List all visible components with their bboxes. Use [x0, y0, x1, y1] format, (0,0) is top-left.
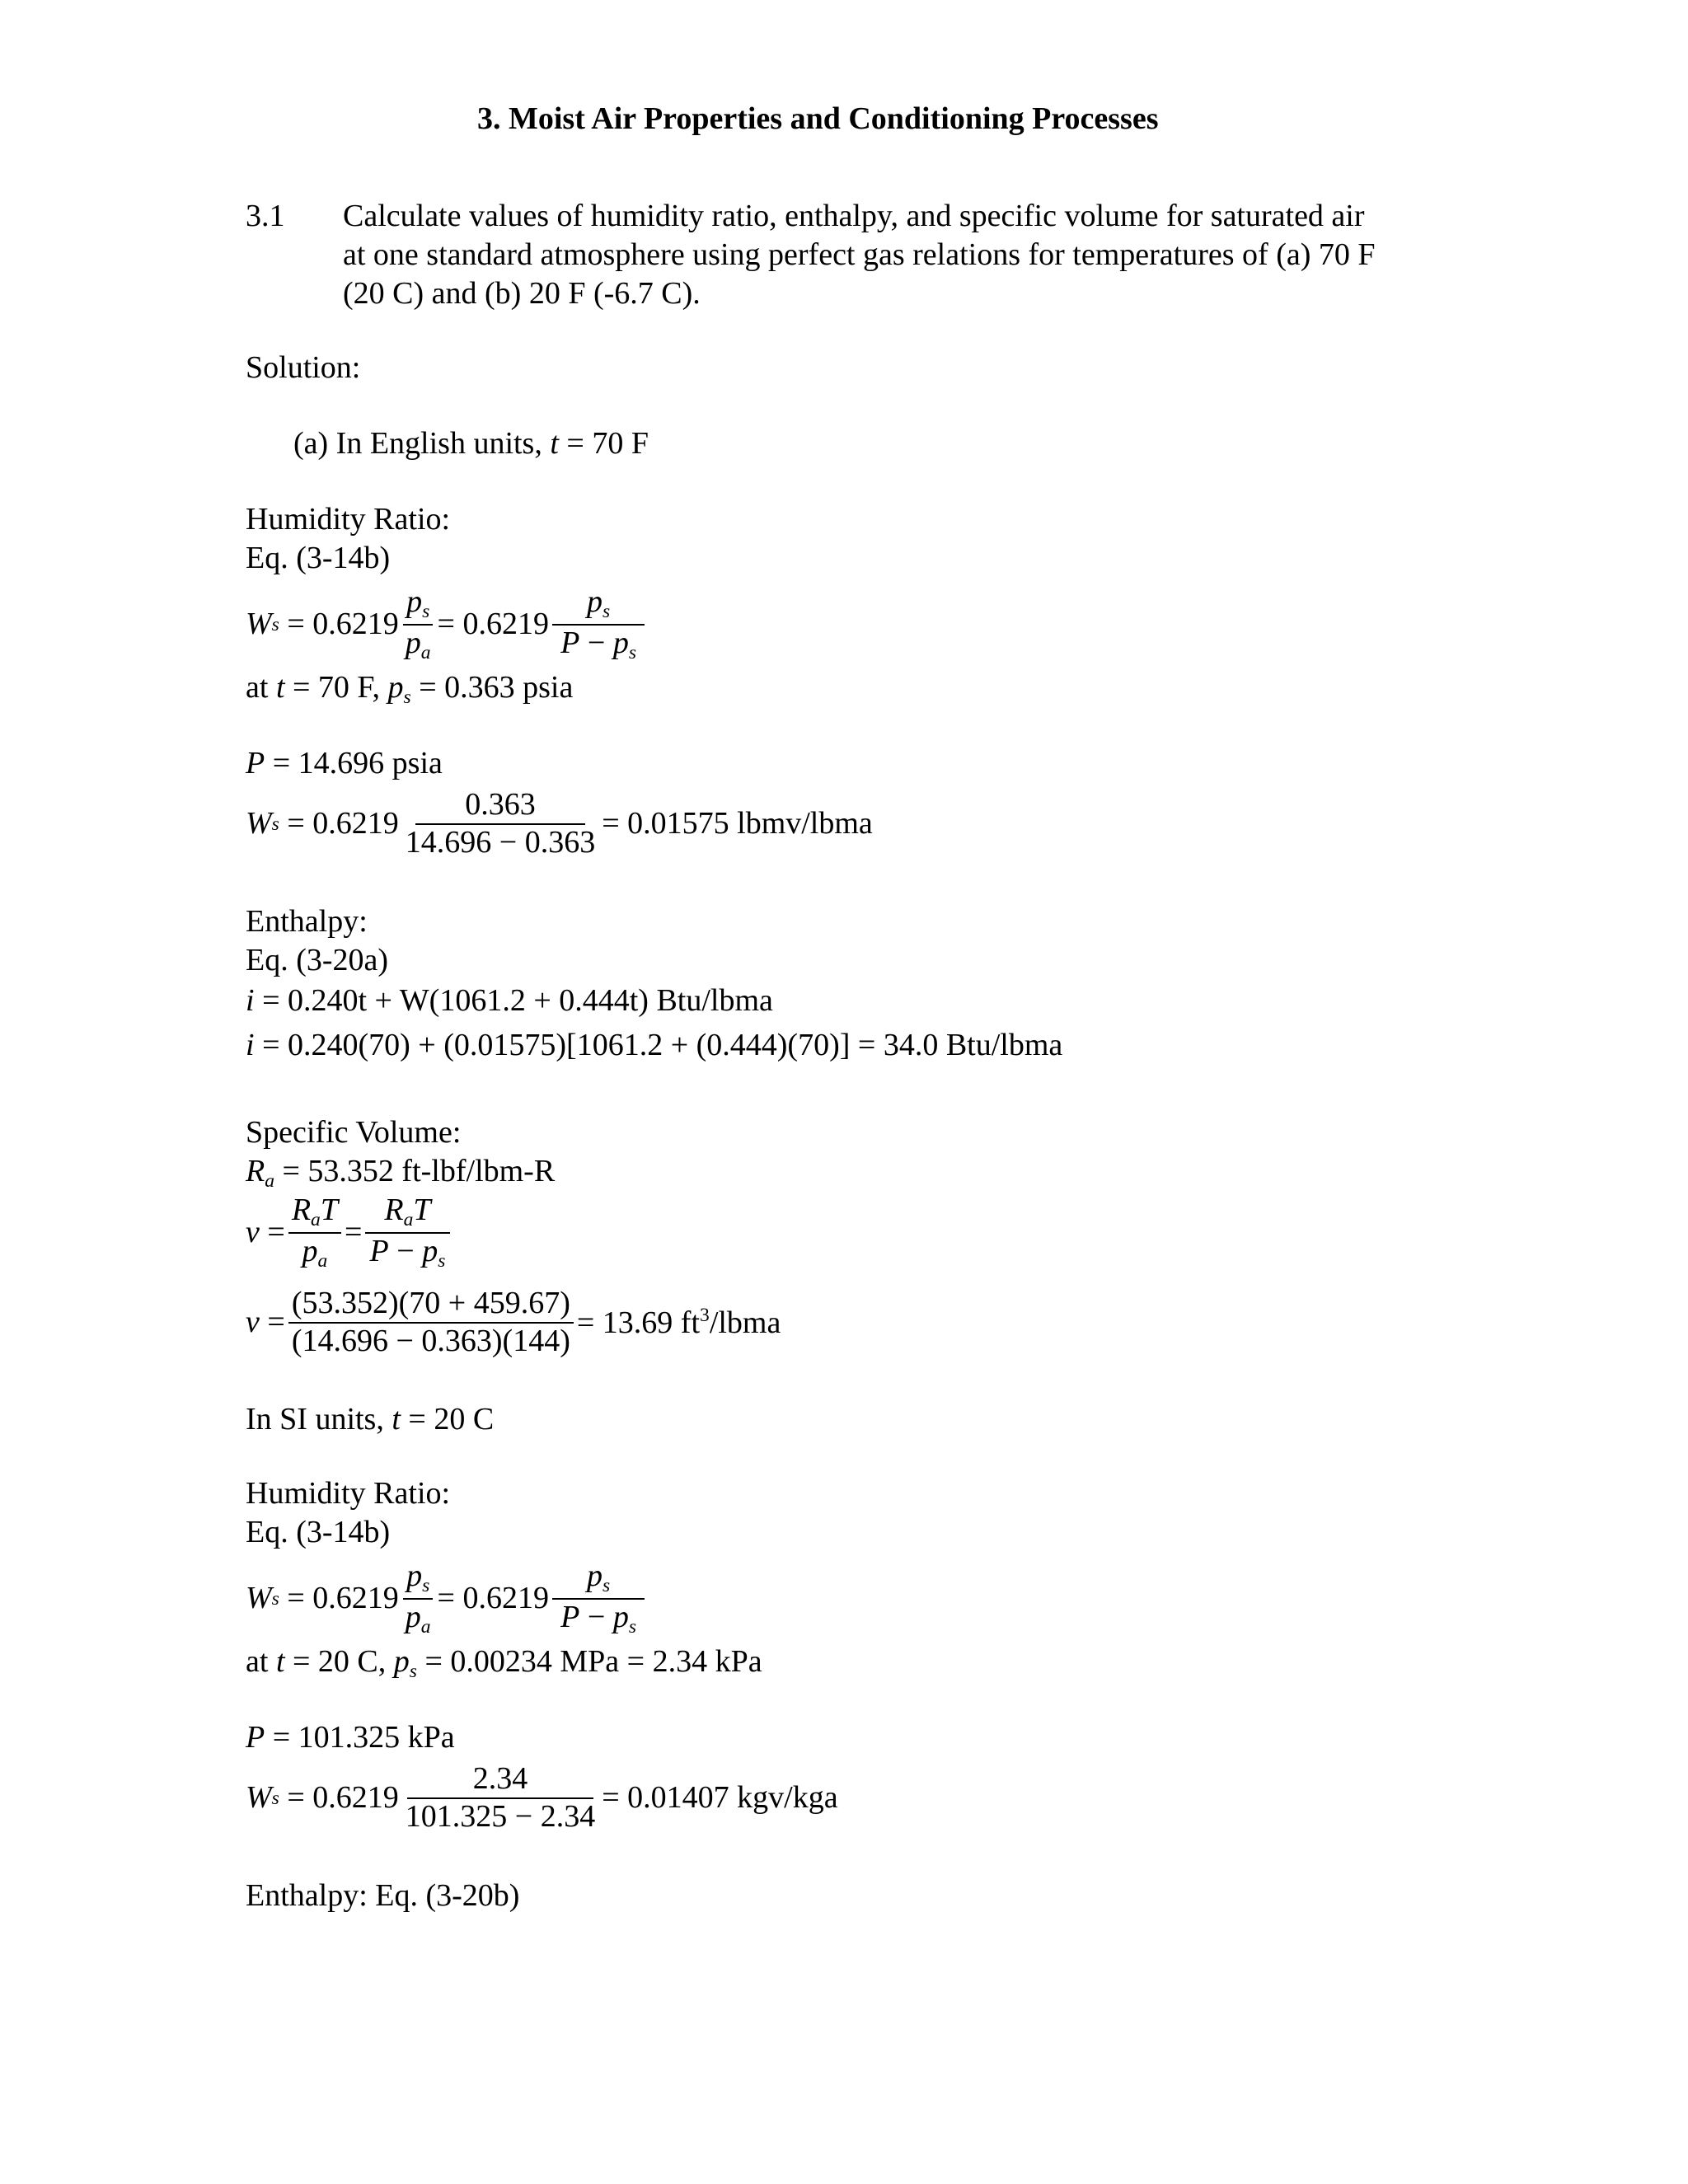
- enthalpy-calc: i = 0.240(70) + (0.01575)[1061.2 + (0.444)(70)] = 34.0 Btu/lbma: [246, 1028, 1063, 1062]
- page-title: 3. Moist Air Properties and Conditioning Processes: [477, 101, 1159, 136]
- v-calc: v = $\frac{(53.352)(70 + 459.67)}{(14.696 - 0.363)(144)}$ = 13.69 $ft^3$/lbma: [246, 1286, 781, 1358]
- part-a-intro: (a) In English units, t = 70 F: [293, 426, 649, 461]
- solution-label: Solution:: [246, 350, 361, 385]
- si-humidity-ratio-label: Humidity Ratio:: [246, 1476, 451, 1511]
- problem-line-1: Calculate values of humidity ratio, enthalpy, and specific volume for saturated air: [343, 199, 1365, 233]
- ws-calc-english: W s = 0.6219 $\frac{0.363}{14.696 - 0.363}$ = 0.01575 lbmv/lbma: [246, 787, 873, 860]
- si-humidity-ratio-eq-ref: Eq. (3-14b): [246, 1515, 391, 1549]
- problem-line-2: at one standard atmosphere using perfect gas relations for temperatures of (a) 70 F: [343, 237, 1376, 272]
- ws-calc-si: W s = 0.6219 $\frac{2.34}{101.325 - 2.34}$ = 0.01407 kgv/kga: [246, 1761, 838, 1834]
- ps-value-si: at t = 20 C, ps = 0.00234 MPa = 2.34 kPa: [246, 1644, 762, 1683]
- ps-value-english: at t = 70 F, ps = 0.363 psia: [246, 670, 574, 709]
- problem-number: 3.1: [246, 199, 285, 233]
- enthalpy-eq-ref: Eq. (3-20a): [246, 943, 389, 977]
- ws-formula-english: W s = 0.6219 $\frac{ps}{pa}$ = 0.6219 $\frac{ps}{P - ps}$: [246, 583, 648, 666]
- humidity-ratio-label: Humidity Ratio:: [246, 502, 451, 537]
- pressure-si: P = 101.325 kPa: [246, 1720, 455, 1755]
- specific-volume-label: Specific Volume:: [246, 1115, 462, 1150]
- humidity-ratio-eq-ref: Eq. (3-14b): [246, 541, 391, 575]
- ws-formula-si: W s = 0.6219 $\frac{ps}{pa}$ = 0.6219 $\frac{ps}{P - ps}$: [246, 1558, 648, 1640]
- pressure-english: P = 14.696 psia: [246, 746, 443, 780]
- si-intro: In SI units, t = 20 C: [246, 1402, 495, 1436]
- si-enthalpy-label: Enthalpy: Eq. (3-20b): [246, 1878, 520, 1913]
- v-formula: v = $\frac{\text{RaT}}{pa}$ = $\frac{\text{RaT}}{P - ps}$: [246, 1192, 453, 1274]
- enthalpy-formula: i = 0.240t + W(1061.2 + 0.444t) Btu/lbma: [246, 983, 773, 1018]
- problem-line-3: (20 C) and (b) 20 F (-6.7 C).: [343, 276, 701, 311]
- enthalpy-label: Enthalpy:: [246, 904, 368, 939]
- gas-constant: Ra = 53.352 ft-lbf/lbm-R: [246, 1154, 556, 1193]
